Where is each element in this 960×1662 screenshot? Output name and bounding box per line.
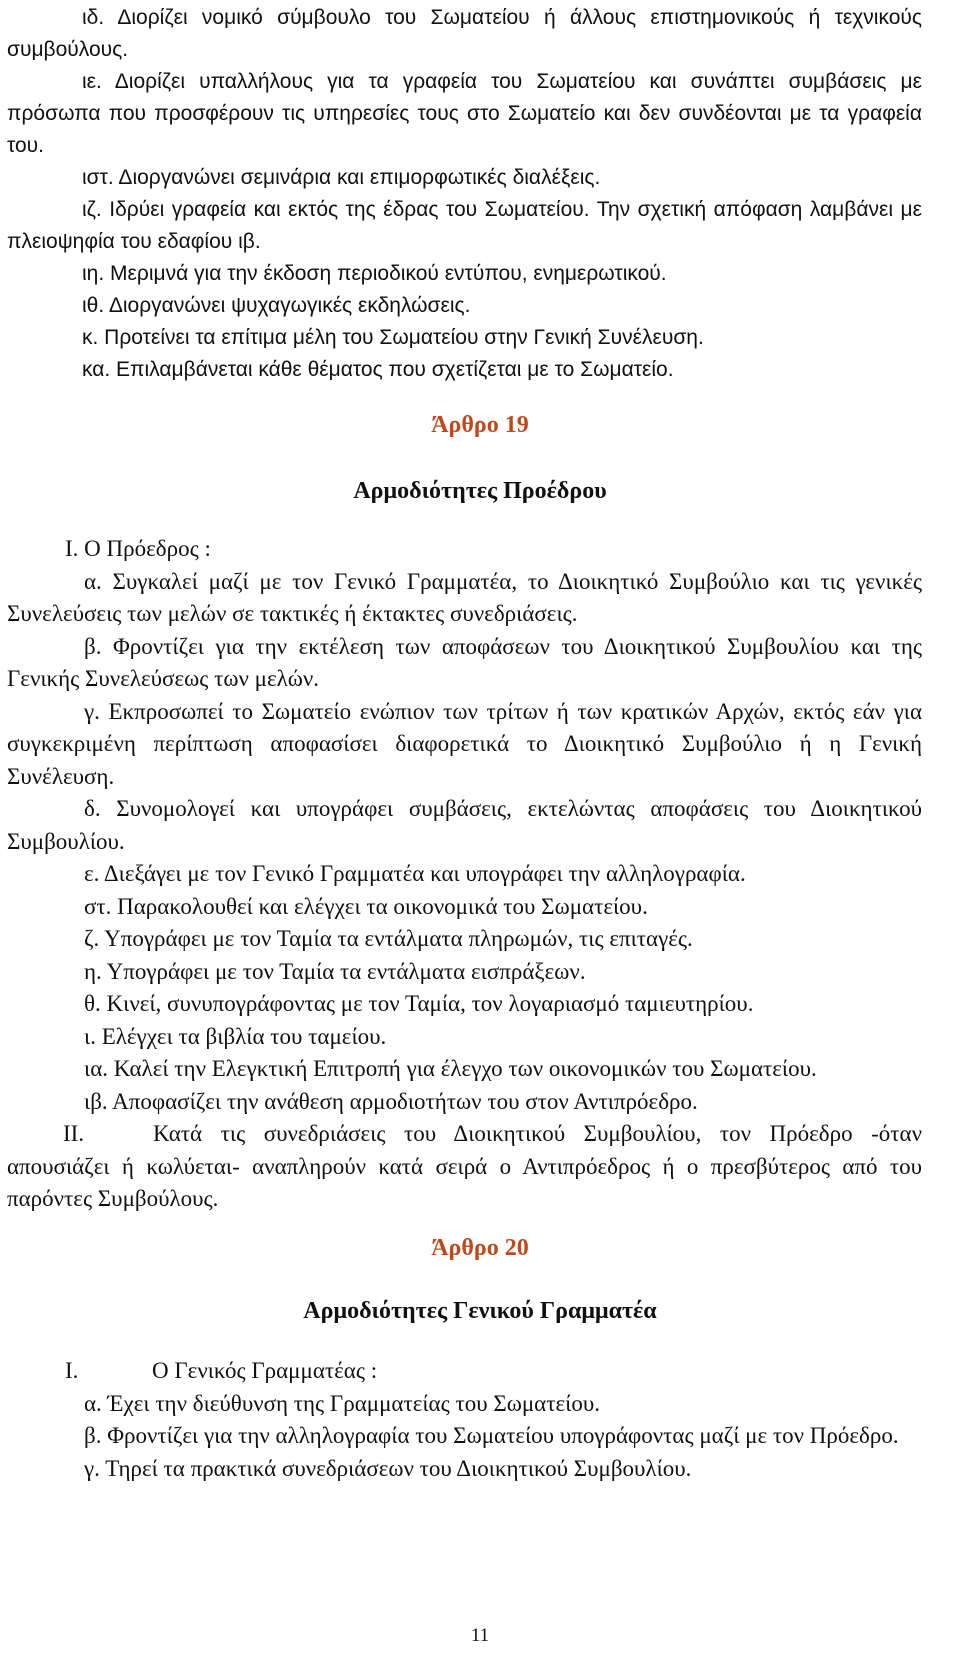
list-item: η. Υπογράφει με τον Ταμία τα εντάλματα εισπράξεων. <box>84 958 586 984</box>
list-item: κ. Προτείνει τα επίτιμα μέλη του Σωματείου στην Γενική Συνέλευση. <box>82 326 704 349</box>
section-I-text: Ο Γενικός Γραμματέας : <box>152 1358 378 1383</box>
article-19-number: Άρθρο 19 <box>431 412 529 438</box>
section-II-text: Κατά τις συνεδριάσεις του Διοικητικού Συμβουλίου, τον Πρόεδρο -όταν απουσιάζει ή κωλύεται- αναπληρούν κατά σειρά ο Αντιπρόεδρος ή ο πρεσβύτερος από του παρόντες Συμβούλους. <box>7 1121 922 1211</box>
list-item: κα. Επιλαμβάνεται κάθε θέματος που σχετίζεται με το Σωματείο. <box>82 358 674 381</box>
page-number: 11 <box>470 1625 490 1646</box>
list-item: θ. Κινεί, συνυπογράφοντας με τον Ταμία, τον λογαριασμό ταμιευτηρίου. <box>84 991 754 1016</box>
list-item: γ. Τηρεί τα πρακτικά συνεδριάσεων του Διοικητικού Συμβουλίου. <box>84 1455 692 1481</box>
list-item: α. Συγκαλεί μαζί με τον Γενικό Γραμματέα, το Διοικητικό Συμβούλιο και τις γενικές Συνελεύσεις των μελών σε τακτικές ή έκτακτες συνεδριάσεις. <box>7 568 922 626</box>
list-item: ε. Διεξάγει με τον Γενικό Γραμματέα και υπογράφει την αλληλογραφία. <box>84 861 746 886</box>
list-item: ζ. Υπογράφει με τον Ταμία τα εντάλματα πληρωμών, τις επιταγές. <box>84 926 693 951</box>
list-item: ι. Ελέγχει τα βιβλία του ταμείου. <box>84 1023 387 1049</box>
article-20-body <box>7 1355 922 1485</box>
list-item: α. Έχει την διεύθυνση της Γραμματείας του Σωματείου. <box>84 1390 600 1416</box>
list-item: δ. Συνομολογεί και υπογράφει συμβάσεις, εκτελώντας αποφάσεις του Διοικητικού Συμβουλίου. <box>7 796 922 854</box>
article-20-title: Αρμοδιότητες Γενικού Γραμματέα <box>303 1298 657 1324</box>
list-item: γ. Εκπροσωπεί το Σωματείο ενώπιον των τρίτων ή των κρατικών Αρχών, εκτός εάν για συγκεκριμένη περίπτωση αποφασίσει διαφορετικά το Διοικητικό Συμβούλιο ή η Γενική Συνέλευση. <box>7 698 922 789</box>
list-item: ιζ. Ιδρύει γραφεία και εκτός της έδρας του Σωματείου. Την σχετική απόφαση λαμβάνει με πλειοψηφία του εδαφίου ιβ. <box>7 198 922 253</box>
list-item: β. Φροντίζει για την εκτέλεση των αποφάσεων του Διοικητικού Συμβουλίου και της Γενικής Συνελεύσεως των μελών. <box>7 633 922 691</box>
list-item: στ. Παρακολουθεί και ελέγχει τα οικονομικά του Σωματείου. <box>84 893 648 919</box>
list-item: ιθ. Διοργανώνει ψυχαγωγικές εκδηλώσεις. <box>82 294 471 317</box>
list-item: ιβ. Αποφασίζει την ανάθεση αρμοδιοτήτων του στον Αντιπρόεδρο. <box>84 1088 698 1114</box>
list-item: ια. Καλεί την Ελεγκτική Επιτροπή για έλεγχο των οικονομικών του Σωματείου. <box>84 1056 817 1081</box>
section-heading <box>7 1355 922 1388</box>
article-19-title: Αρμοδιότητες Προέδρου <box>353 478 607 504</box>
article-20-number: Άρθρο 20 <box>431 1235 529 1261</box>
list-item: ιε. Διορίζει υπαλλήλους για τα γραφεία του Σωματείου και συνάπτει συμβάσεις με πρόσωπα που προσφέρουν τις υπηρεσίες τους στο Σωματείο και δεν συνδέονται με τα γραφεία του. <box>7 70 922 157</box>
list-item: ιη. Μεριμνά για την έκδοση περιοδικού εντύπου, ενημερωτικού. <box>82 262 667 285</box>
board-duties-list <box>7 2 922 386</box>
list-item: ιδ. Διορίζει νομικό σύμβουλο του Σωματείου ή άλλους επιστημονικούς ή τεχνικούς συμβούλους. <box>7 6 922 61</box>
section-heading: Ι. Ο Πρόεδρος : <box>65 536 211 561</box>
section-I-number: Ι. <box>65 1358 79 1383</box>
list-item: ιστ. Διοργανώνει σεμινάρια και επιμορφωτικές διαλέξεις. <box>82 166 601 189</box>
article-19-body <box>7 533 922 1216</box>
section-II-paragraph <box>7 1118 922 1216</box>
list-item: β. Φροντίζει για την αλληλογραφία του Σωματείου υπογράφοντας μαζί με τον Πρόεδρο. <box>84 1423 899 1448</box>
section-II-number: ΙΙ. <box>63 1121 85 1146</box>
